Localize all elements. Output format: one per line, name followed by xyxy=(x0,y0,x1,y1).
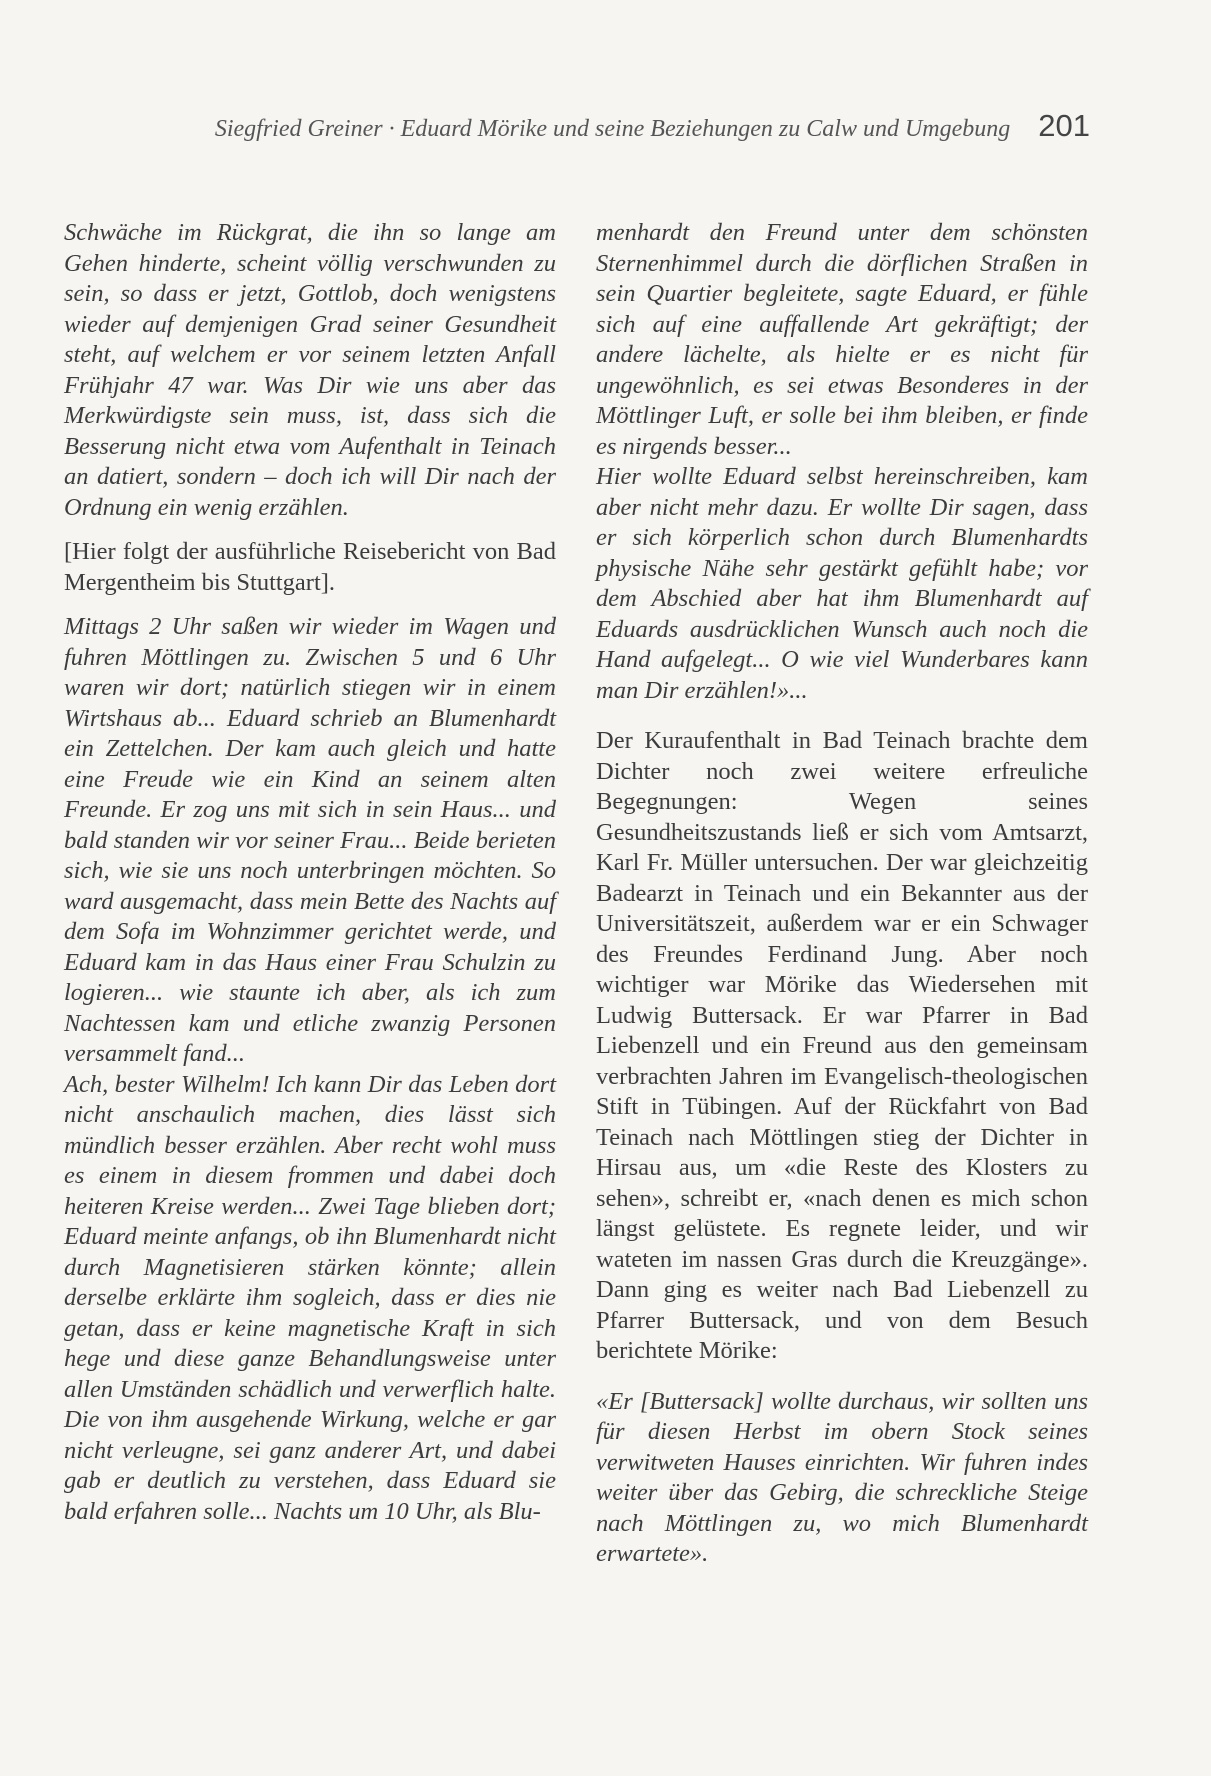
quote-paragraph: Schwäche im Rückgrat, die ihn so lange am Gehen hinderte, scheint völlig verschwunden zu sein, so dass er jetzt, Gottlob, doch wenigstens wieder auf demjenigen Grad seiner Gesundheit steht, auf welchem er vor seinem letzten Anfall Frühjahr 47 war. Was Dir wie uns aber das Merkwürdigste sein muss, ist, dass sich die Besserung nicht etwa vom Aufenthalt in Teinach an datiert, sondern – doch ich will Dir nach der Ordnung ein wenig erzählen. xyxy=(64,219,556,521)
body-paragraph: Der Kuraufenthalt in Bad Teinach brachte dem Dichter noch zwei weitere erfreuliche Begegnungen: Wegen seines Gesundheitszustands ließ er sich vom Amtsarzt, Karl Fr. Müller untersuchen. Der war gleichzeitig Badearzt in Teinach und ein Bekannter aus der Universitätszeit, außerdem war er ein Schwager des Freundes Ferdinand Jung. Aber noch wichtiger war Mörike das Wiedersehen mit Ludwig Buttersack. Er war Pfarrer in Bad Liebenzell und ein Freund aus den gemeinsam verbrachten Jahren im Evangelisch-theologischen Stift in Tübingen. Auf der Rückfahrt von Bad Teinach nach Möttlingen stieg der Dichter in Hirsau aus, um «die Reste des Klosters zu sehen», schreibt er, «nach denen es mich schon längst gelüstete. Es regnete leider, und wir wateten im nassen Gras durch die Kreuzgänge». Dann ging es weiter nach Bad Liebenzell zu Pfarrer Buttersack, und von dem Besuch berichtete Mörike: xyxy=(596,727,1088,1364)
quote-paragraph: Hier wollte Eduard selbst hereinschreiben, kam aber nicht mehr dazu. Er wollte Dir sagen, dass er sich körperlich schon durch Blumenhardts physische Nähe sehr gestärkt gefühlt habe; vor dem Abschied aber hat ihm Blumenhardt auf Eduards ausdrücklichen Wunsch auch noch die Hand aufgelegt... O wie viel Wunderbares kann man Dir erzählen!»... xyxy=(596,463,1088,704)
left-column xyxy=(64,218,556,1527)
quote-paragraph: «Er [Buttersack] wollte durchaus, wir sollten uns für diesen Herbst im obern Stock seines verwitweten Hauses einrichten. Wir fuhren indes weiter über das Gebirg, die schreckliche Steige nach Möttlingen zu, wo mich Blumenhardt erwartete». xyxy=(596,1387,1088,1567)
page-number: 201 xyxy=(1038,108,1090,143)
right-column xyxy=(596,218,1088,1570)
running-head-title: Siegfried Greiner · Eduard Mörike und seine Beziehungen zu Calw und Umgebung xyxy=(214,116,1011,142)
editorial-note: [Hier folgt der ausführliche Reisebericht von Bad Mergentheim bis Stuttgart]. xyxy=(64,538,556,596)
running-head xyxy=(150,108,1090,144)
quote-paragraph: Ach, bester Wilhelm! Ich kann Dir das Leben dort nicht anschaulich machen, dies lässt sich mündlich besser erzählen. Aber recht wohl muss es einem in diesem frommen und dabei doch heiteren Kreise werden... Zwei Tage blieben dort; Eduard meinte anfangs, ob ihn Blumenhardt nicht durch Magnetisieren stärken könnte; allein derselbe erklärte ihm sogleich, dass er dies nie getan, dass er keine magnetische Kraft in sich hege und diese ganze Behandlungsweise unter allen Umständen schädlich und verwerflich halte. Die von ihm ausgehende Wirkung, welche er gar nicht verleugne, sei ganz anderer Art, und dabei gab er deutlich zu verstehen, dass Eduard sie bald erfahren solle... Nachts um 10 Uhr, als Blu- xyxy=(64,1070,556,1525)
quote-paragraph: Mittags 2 Uhr saßen wir wieder im Wagen und fuhren Möttlingen zu. Zwischen 5 und 6 Uhr waren wir dort; natürlich stiegen wir in einem Wirtshaus ab... Eduard schrieb an Blumenhardt ein Zettelchen. Der kam auch gleich und hatte eine Freude wie ein Kind an seinem alten Freunde. Er zog uns mit sich in sein Haus... und bald standen wir vor seiner Frau... Beide berieten sich, wie sie uns noch unterbringen möchten. So ward ausgemacht, dass mein Bette des Nachts auf dem Sofa im Wohnzimmer gerichtet werde, und Eduard kam in das Haus einer Frau Schulzin zu logieren... wie staunte ich aber, als ich zum Nachtessen kam und etliche zwanzig Personen versammelt fand... xyxy=(64,613,556,1067)
quote-paragraph: menhardt den Freund unter dem schönsten Sternenhimmel durch die dörflichen Straßen in sein Quartier begleitete, sagte Eduard, er fühle sich auf eine auffallende Art gekräftigt; der andere lächelte, als hielte er es nicht für ungewöhnlich, es sei etwas Besonderes in der Möttlinger Luft, er solle bei ihm bleiben, er finde es nirgends besser... xyxy=(596,219,1088,460)
